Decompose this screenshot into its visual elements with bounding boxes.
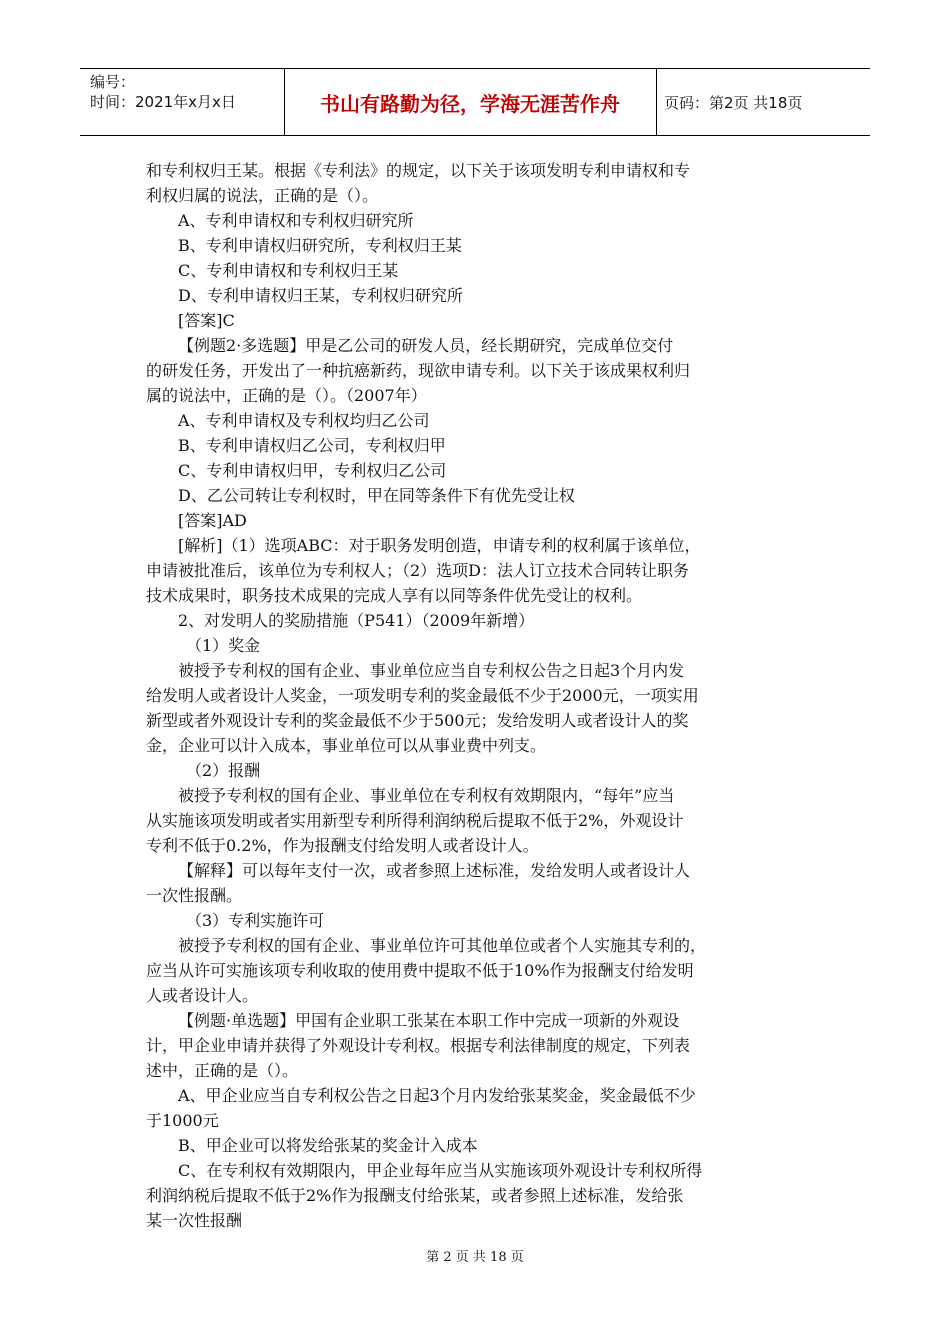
text-line: （2）报酬 [186,761,261,780]
text-line: B、甲企业可以将发给张某的奖金计入成本 [178,1136,478,1155]
text-line: 和专利权归王某。根据《专利法》的规定，以下关于该项发明专利申请权和专 [146,161,691,180]
text-line: D、乙公司转让专利权时，甲在同等条件下有优先受让权 [178,486,575,505]
text-line: C、专利申请权归甲，专利权归乙公司 [178,461,447,480]
text-line: C、在专利权有效期限内，甲企业每年应当从实施该项外观设计专利权所得 [178,1161,703,1180]
text-line: 被授予专利权的国有企业、事业单位在专利权有效期限内，“每年”应当 [178,786,675,805]
text-line: A、甲企业应当自专利权公告之日起3个月内发给张某奖金，奖金最低不少 [178,1086,696,1105]
text-line: 一次性报酬。 [146,886,243,905]
header-bottom-rule [80,135,870,136]
text-line: （1）奖金 [186,636,261,655]
text-line: 2、对发明人的奖励措施（P541）（2009年新增） [178,611,535,630]
text-line: 计，甲企业申请并获得了外观设计专利权。根据专利法律制度的规定，下列表 [146,1036,691,1055]
document-body [146,158,806,1233]
text-line: 技术成果时，职务技术成果的完成人享有以同等条件优先受让的权利。 [146,586,643,605]
text-line: 于1000元 [146,1111,219,1130]
text-line: 被授予专利权的国有企业、事业单位应当自专利权公告之日起3个月内发 [178,661,685,680]
text-line: 【例题2·多选题】甲是乙公司的研发人员，经长期研究，完成单位交付 [178,336,674,355]
text-line: B、专利申请权归研究所，专利权归王某 [178,236,462,255]
text-line: 【解释】可以每年支付一次，或者参照上述标准，发给发明人或者设计人 [178,861,691,880]
page-footer: 第 2 页 共 18 页 [426,1250,524,1265]
text-line: 的研发任务，开发出了一种抗癌新药，现欲申请专利。以下关于该成果权利归 [146,361,691,380]
text-line: 被授予专利权的国有企业、事业单位许可其他单位或者个人实施其专利的， [178,936,707,955]
text-line: 专利不低于0.2%，作为报酬支付给发明人或者设计人。 [146,836,539,855]
text-line: 利权归属的说法，正确的是（）。 [146,186,379,205]
text-line: 申请被批准后，该单位为专利权人；（2）选项D：法人订立技术合同转让职务 [146,561,690,580]
page-header [80,68,870,136]
text-line: D、专利申请权归王某，专利权归研究所 [178,286,463,305]
text-line: [答案]AD [178,511,247,530]
header-number-label: 编号： [90,73,136,91]
text-line: 【例题·单选题】甲国有企业职工张某在本职工作中完成一项新的外观设 [178,1011,680,1030]
text-line: A、专利申请权及专利权均归乙公司 [178,411,430,430]
text-line: C、专利申请权和专利权归王某 [178,261,399,280]
text-line: 金，企业可以计入成本，事业单位可以从事业费中列支。 [146,736,547,755]
text-line: 给发明人或者设计人奖金，一项发明专利的奖金最低不少于2000元，一项实用 [146,686,699,705]
text-line: B、专利申请权归乙公司，专利权归甲 [178,436,446,455]
text-line: 从实施该项发明或者实用新型专利所得利润纳税后提取不低于2%，外观设计 [146,811,684,830]
header-motto: 书山有路勤为径，学海无涯苦作舟 [320,91,620,116]
header-page-label: 页码：第2页 共18页 [664,93,803,112]
text-line: 某一次性报酬 [146,1211,243,1230]
text-line: 人或者设计人。 [146,986,259,1005]
text-line: 利润纳税后提取不低于2%作为报酬支付给张某，或者参照上述标准，发给张 [146,1186,684,1205]
text-line: [解析]（1）选项ABC：对于职务发明创造，申请专利的权利属于该单位， [178,536,701,555]
header-divider [656,68,657,136]
text-line: （3）专利实施许可 [186,911,325,930]
header-meta [90,72,236,112]
text-line: [答案]C [178,311,235,330]
text-line: 述中，正确的是（）。 [146,1061,299,1080]
text-line: A、专利申请权和专利权归研究所 [178,211,414,230]
text-line: 应当从许可实施该项专利收取的使用费中提取不低于10%作为报酬支付给发明 [146,961,694,980]
text-line: 新型或者外观设计专利的奖金最低不少于500元；发给发明人或者设计人的奖 [146,711,689,730]
header-time-label: 时间：2021年x月x日 [90,93,236,111]
text-line: 属的说法中，正确的是（）。（2007年） [146,386,427,405]
